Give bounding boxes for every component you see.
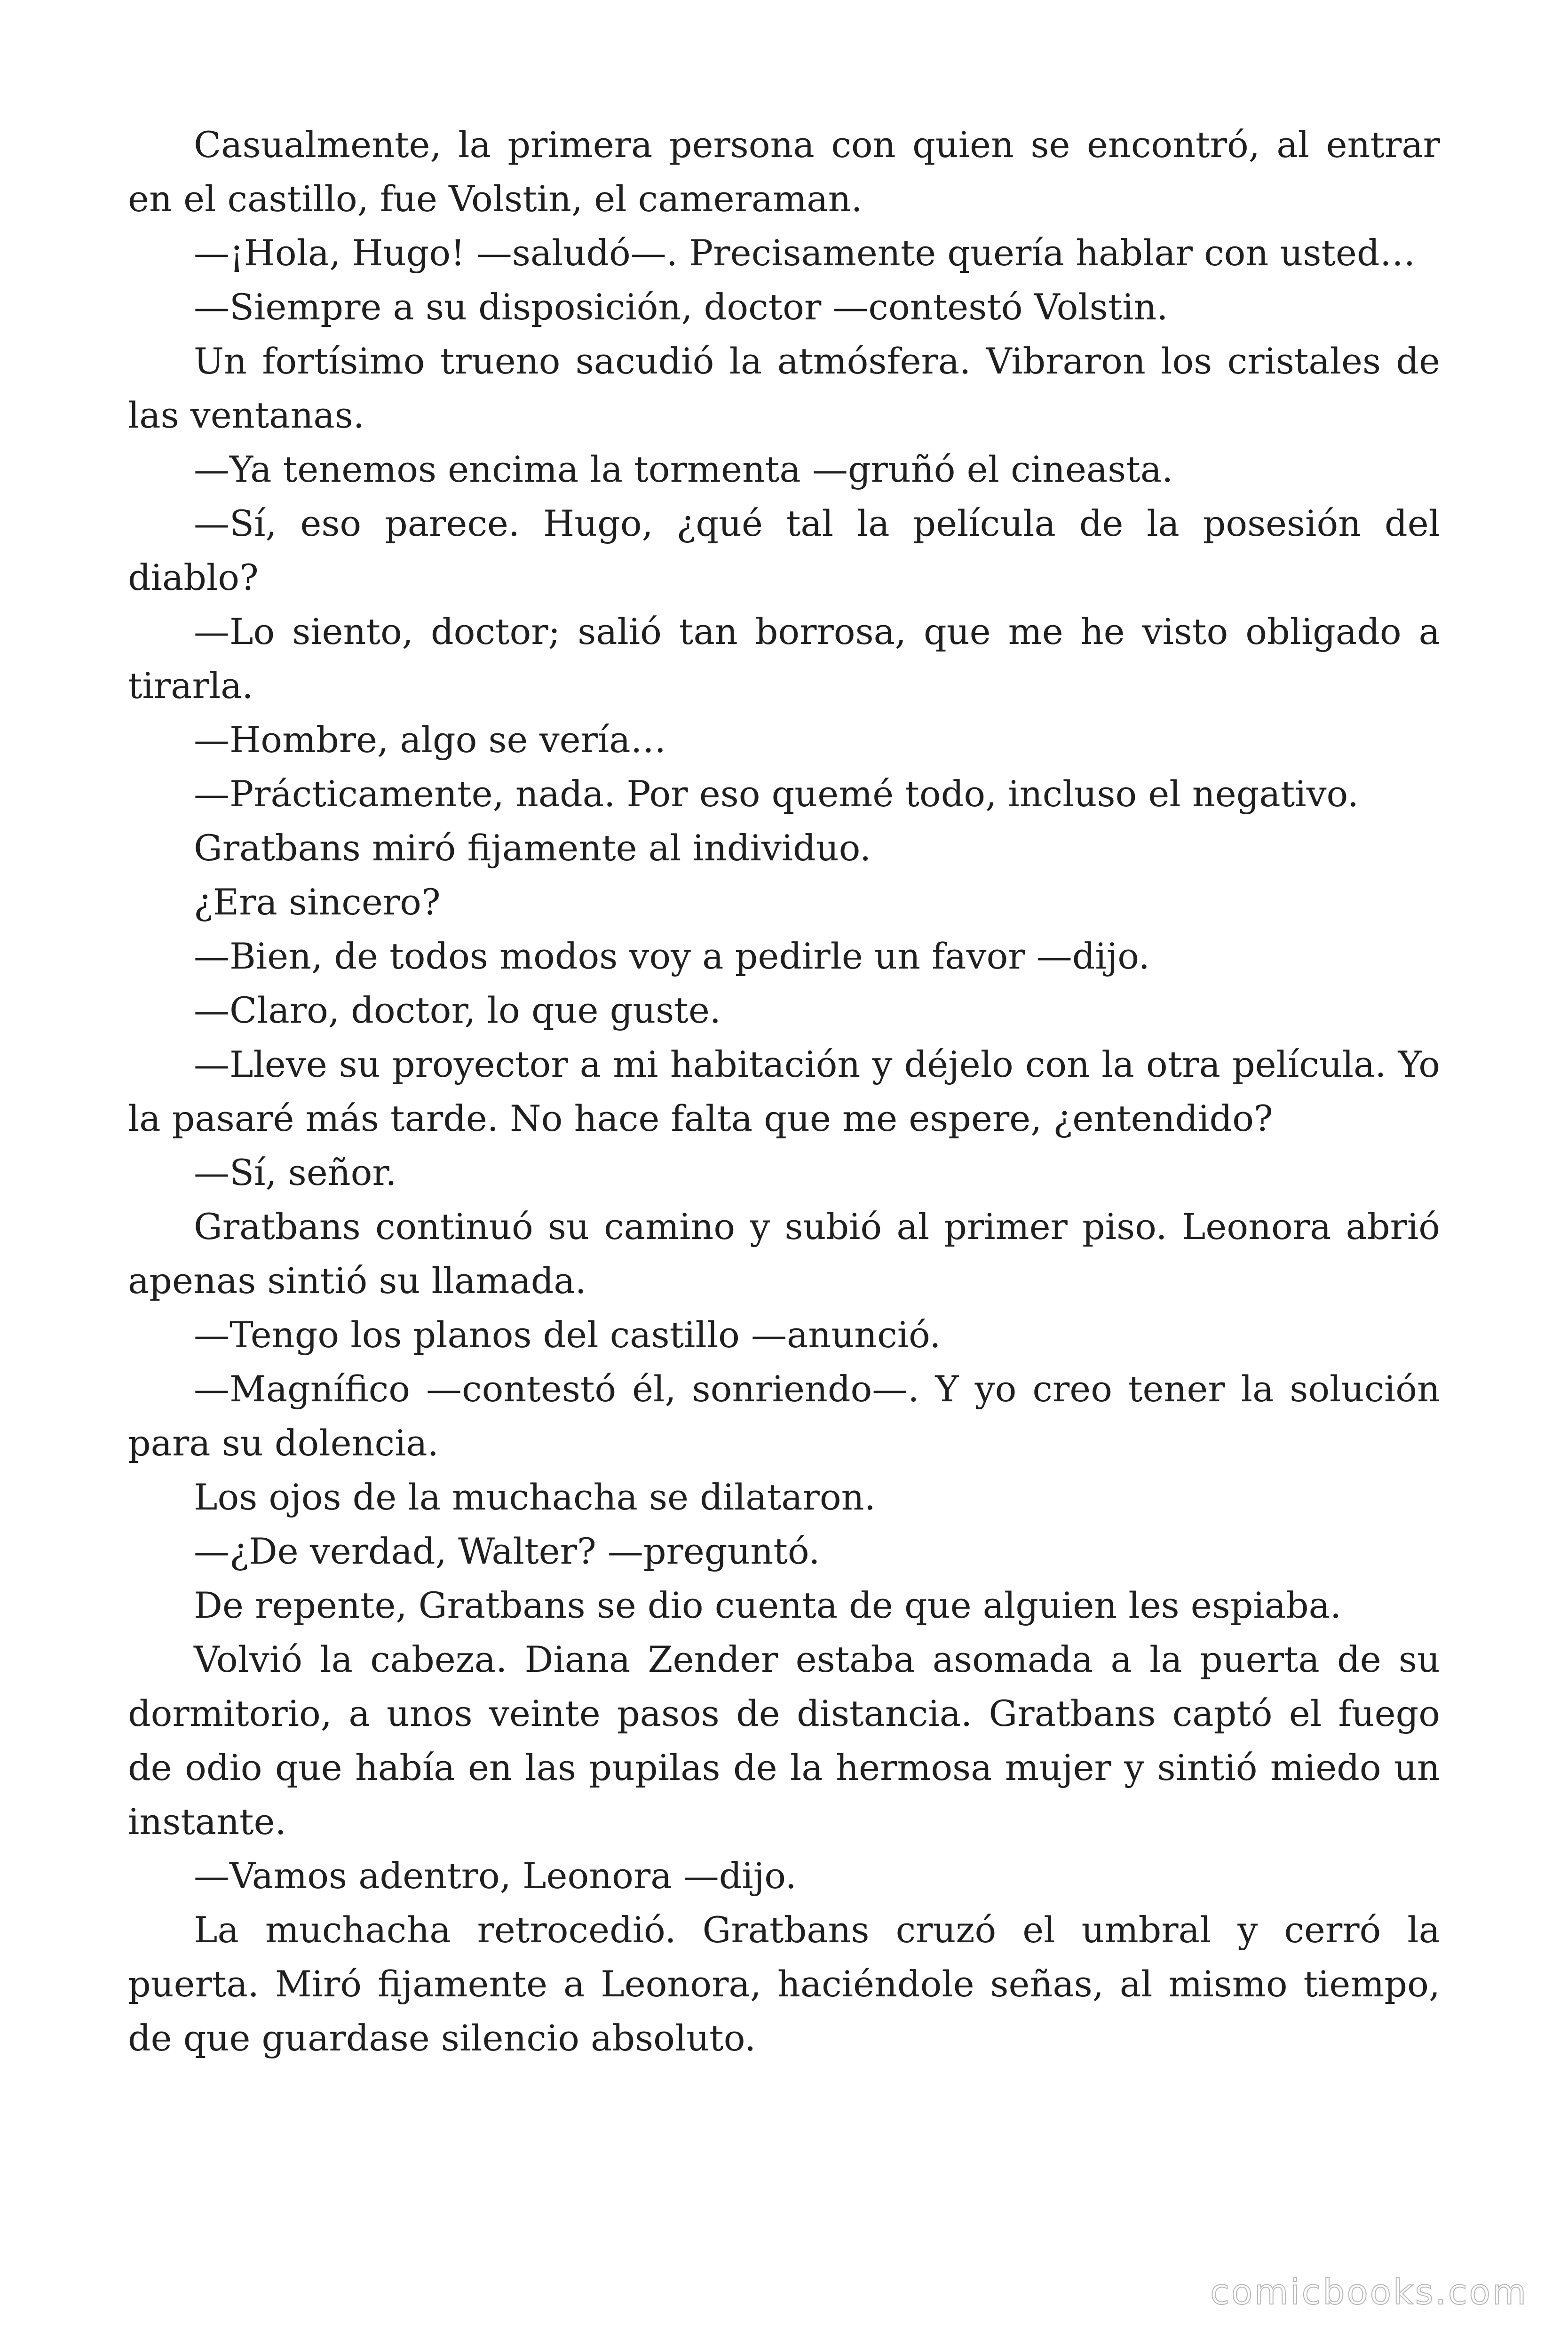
paragraph: De repente, Gratbans se dio cuenta de que alguien les espiaba.	[194, 1584, 1342, 1626]
paragraph: Gratbans miró fijamente al individuo.	[194, 827, 871, 869]
paragraph: —Magnífico —contestó él, sonriendo—. Y yo creo tener la solución para su dolencia.	[128, 1368, 1440, 1464]
paragraph: La muchacha retrocedió. Gratbans cruzó el umbral y cerró la puerta. Miró fijamente a Leonora, haciéndole señas, al mismo tiempo, de que guardase silencio absoluto.	[128, 1909, 1440, 2059]
paragraph: —Bien, de todos modos voy a pedirle un favor —dijo.	[194, 935, 1150, 977]
paragraph: Gratbans continuó su camino y subió al primer piso. Leonora abrió apenas sintió su llamada.	[128, 1206, 1440, 1302]
paragraph: Un fortísimo trueno sacudió la atmósfera. Vibraron los cristales de las ventanas.	[128, 340, 1440, 436]
paragraph: —Claro, doctor, lo que guste.	[194, 989, 721, 1031]
watermark: comicbooks.com	[1210, 2272, 1528, 2312]
paragraph: —Vamos adentro, Leonora —dijo.	[194, 1855, 797, 1897]
paragraph: —Lleve su proyector a mi habitación y déjelo con la otra película. Yo la pasaré más tarde. No hace falta que me espere, ¿entendido?	[128, 1043, 1440, 1139]
paragraph: —Prácticamente, nada. Por eso quemé todo, incluso el negativo.	[194, 773, 1359, 815]
paragraph: —Ya tenemos encima la tormenta —gruñó el cineasta.	[194, 448, 1173, 490]
paragraph: —Hombre, algo se vería…	[194, 719, 666, 761]
paragraph: Volvió la cabeza. Diana Zender estaba asomada a la puerta de su dormitorio, a unos veinte pasos de distancia. Gratbans captó el fuego de odio que había en las pupilas de la hermosa mujer y sintió miedo un instante.	[128, 1638, 1440, 1843]
page-body	[128, 118, 1440, 2065]
paragraph: —Sí, señor.	[194, 1152, 397, 1193]
paragraph: —¿De verdad, Walter? —preguntó.	[194, 1530, 820, 1572]
paragraph: Los ojos de la muchacha se dilataron.	[194, 1476, 876, 1518]
paragraph: —¡Hola, Hugo! —saludó—. Precisamente quería hablar con usted…	[194, 232, 1416, 274]
paragraph: —Siempre a su disposición, doctor —contestó Volstin.	[194, 286, 1168, 328]
paragraph: —Sí, eso parece. Hugo, ¿qué tal la película de la posesión del diablo?	[128, 502, 1440, 598]
paragraph: ¿Era sincero?	[194, 881, 441, 923]
paragraph: —Tengo los planos del castillo —anunció.	[194, 1314, 941, 1356]
paragraph: Casualmente, la primera persona con quien se encontró, al entrar en el castillo, fue Volstin, el cameraman.	[128, 124, 1440, 220]
paragraph: —Lo siento, doctor; salió tan borrosa, que me he visto obligado a tirarla.	[128, 611, 1440, 707]
